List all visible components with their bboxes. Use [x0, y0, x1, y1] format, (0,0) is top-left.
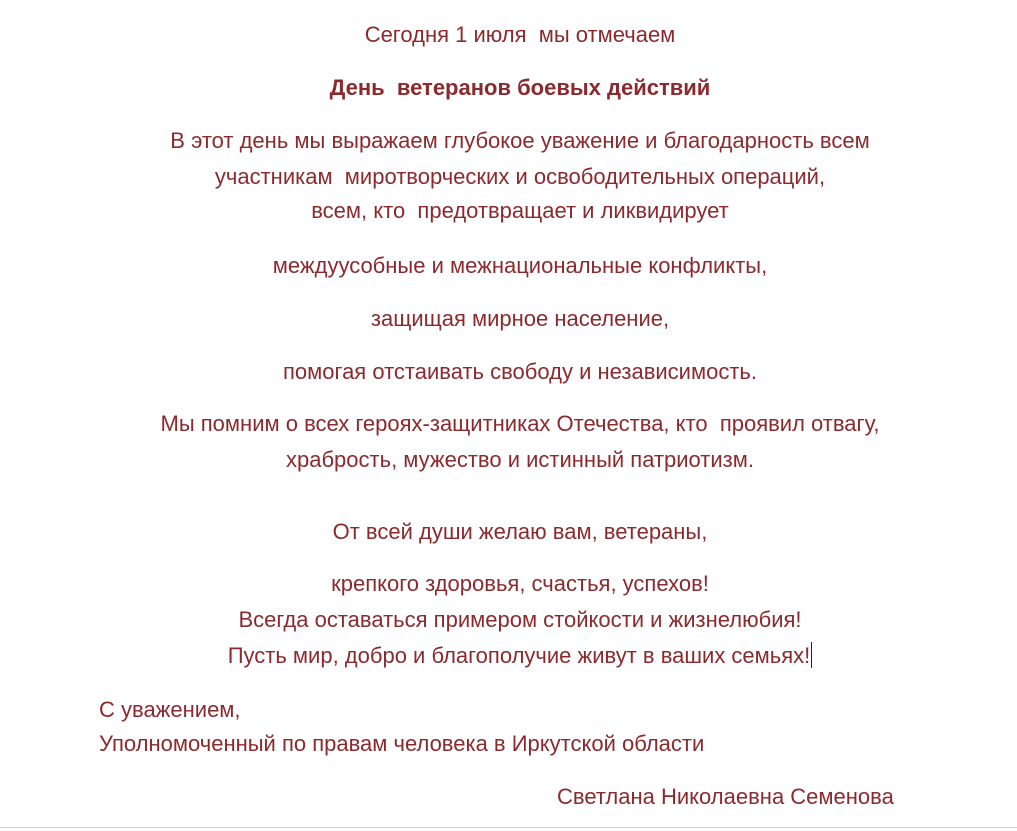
- wish-line-1: крепкого здоровья, счастья, успехов!: [331, 571, 709, 596]
- conflicts-line: междуусобные и межнациональные конфликты,: [272, 253, 768, 278]
- wish-intro-line: От всей души желаю вам, ветераны,: [332, 519, 708, 544]
- signature-line: Светлана Николаевна Семенова: [557, 784, 894, 809]
- protect-line: защищая мирное население,: [370, 306, 670, 331]
- position-line: Уполномоченный по правам человека в Иркутской области: [99, 731, 705, 756]
- paragraph1-line-3: всем, кто предотвращает и ликвидирует: [311, 198, 729, 223]
- intro-line: Сегодня 1 июля мы отмечаем: [364, 22, 676, 47]
- page-bottom-border: [0, 827, 1017, 828]
- wish-line-2: Всегда оставаться примером стойкости и жизнелюбия!: [238, 607, 802, 632]
- document-title: День ветеранов боевых действий: [329, 75, 711, 100]
- text-cursor: [811, 642, 812, 668]
- wish-line-3[interactable]: [20, 642, 1017, 668]
- freedom-line: помогая отстаивать свободу и независимость.: [283, 359, 757, 384]
- paragraph1-line-2: участникам миротворческих и освободительных операций,: [214, 164, 826, 189]
- wish-line-3-text: Пусть мир, добро и благополучие живут в ваших семьях!: [227, 643, 811, 668]
- paragraph2-line-1: Мы помним о всех героях-защитниках Отечества, кто проявил отвагу,: [160, 411, 880, 436]
- paragraph1-line-1: В этот день мы выражаем глубокое уважение и благодарность всем: [170, 128, 870, 153]
- closing-line: С уважением,: [99, 697, 241, 722]
- paragraph2-line-2: храбрость, мужество и истинный патриотизм.: [285, 447, 754, 472]
